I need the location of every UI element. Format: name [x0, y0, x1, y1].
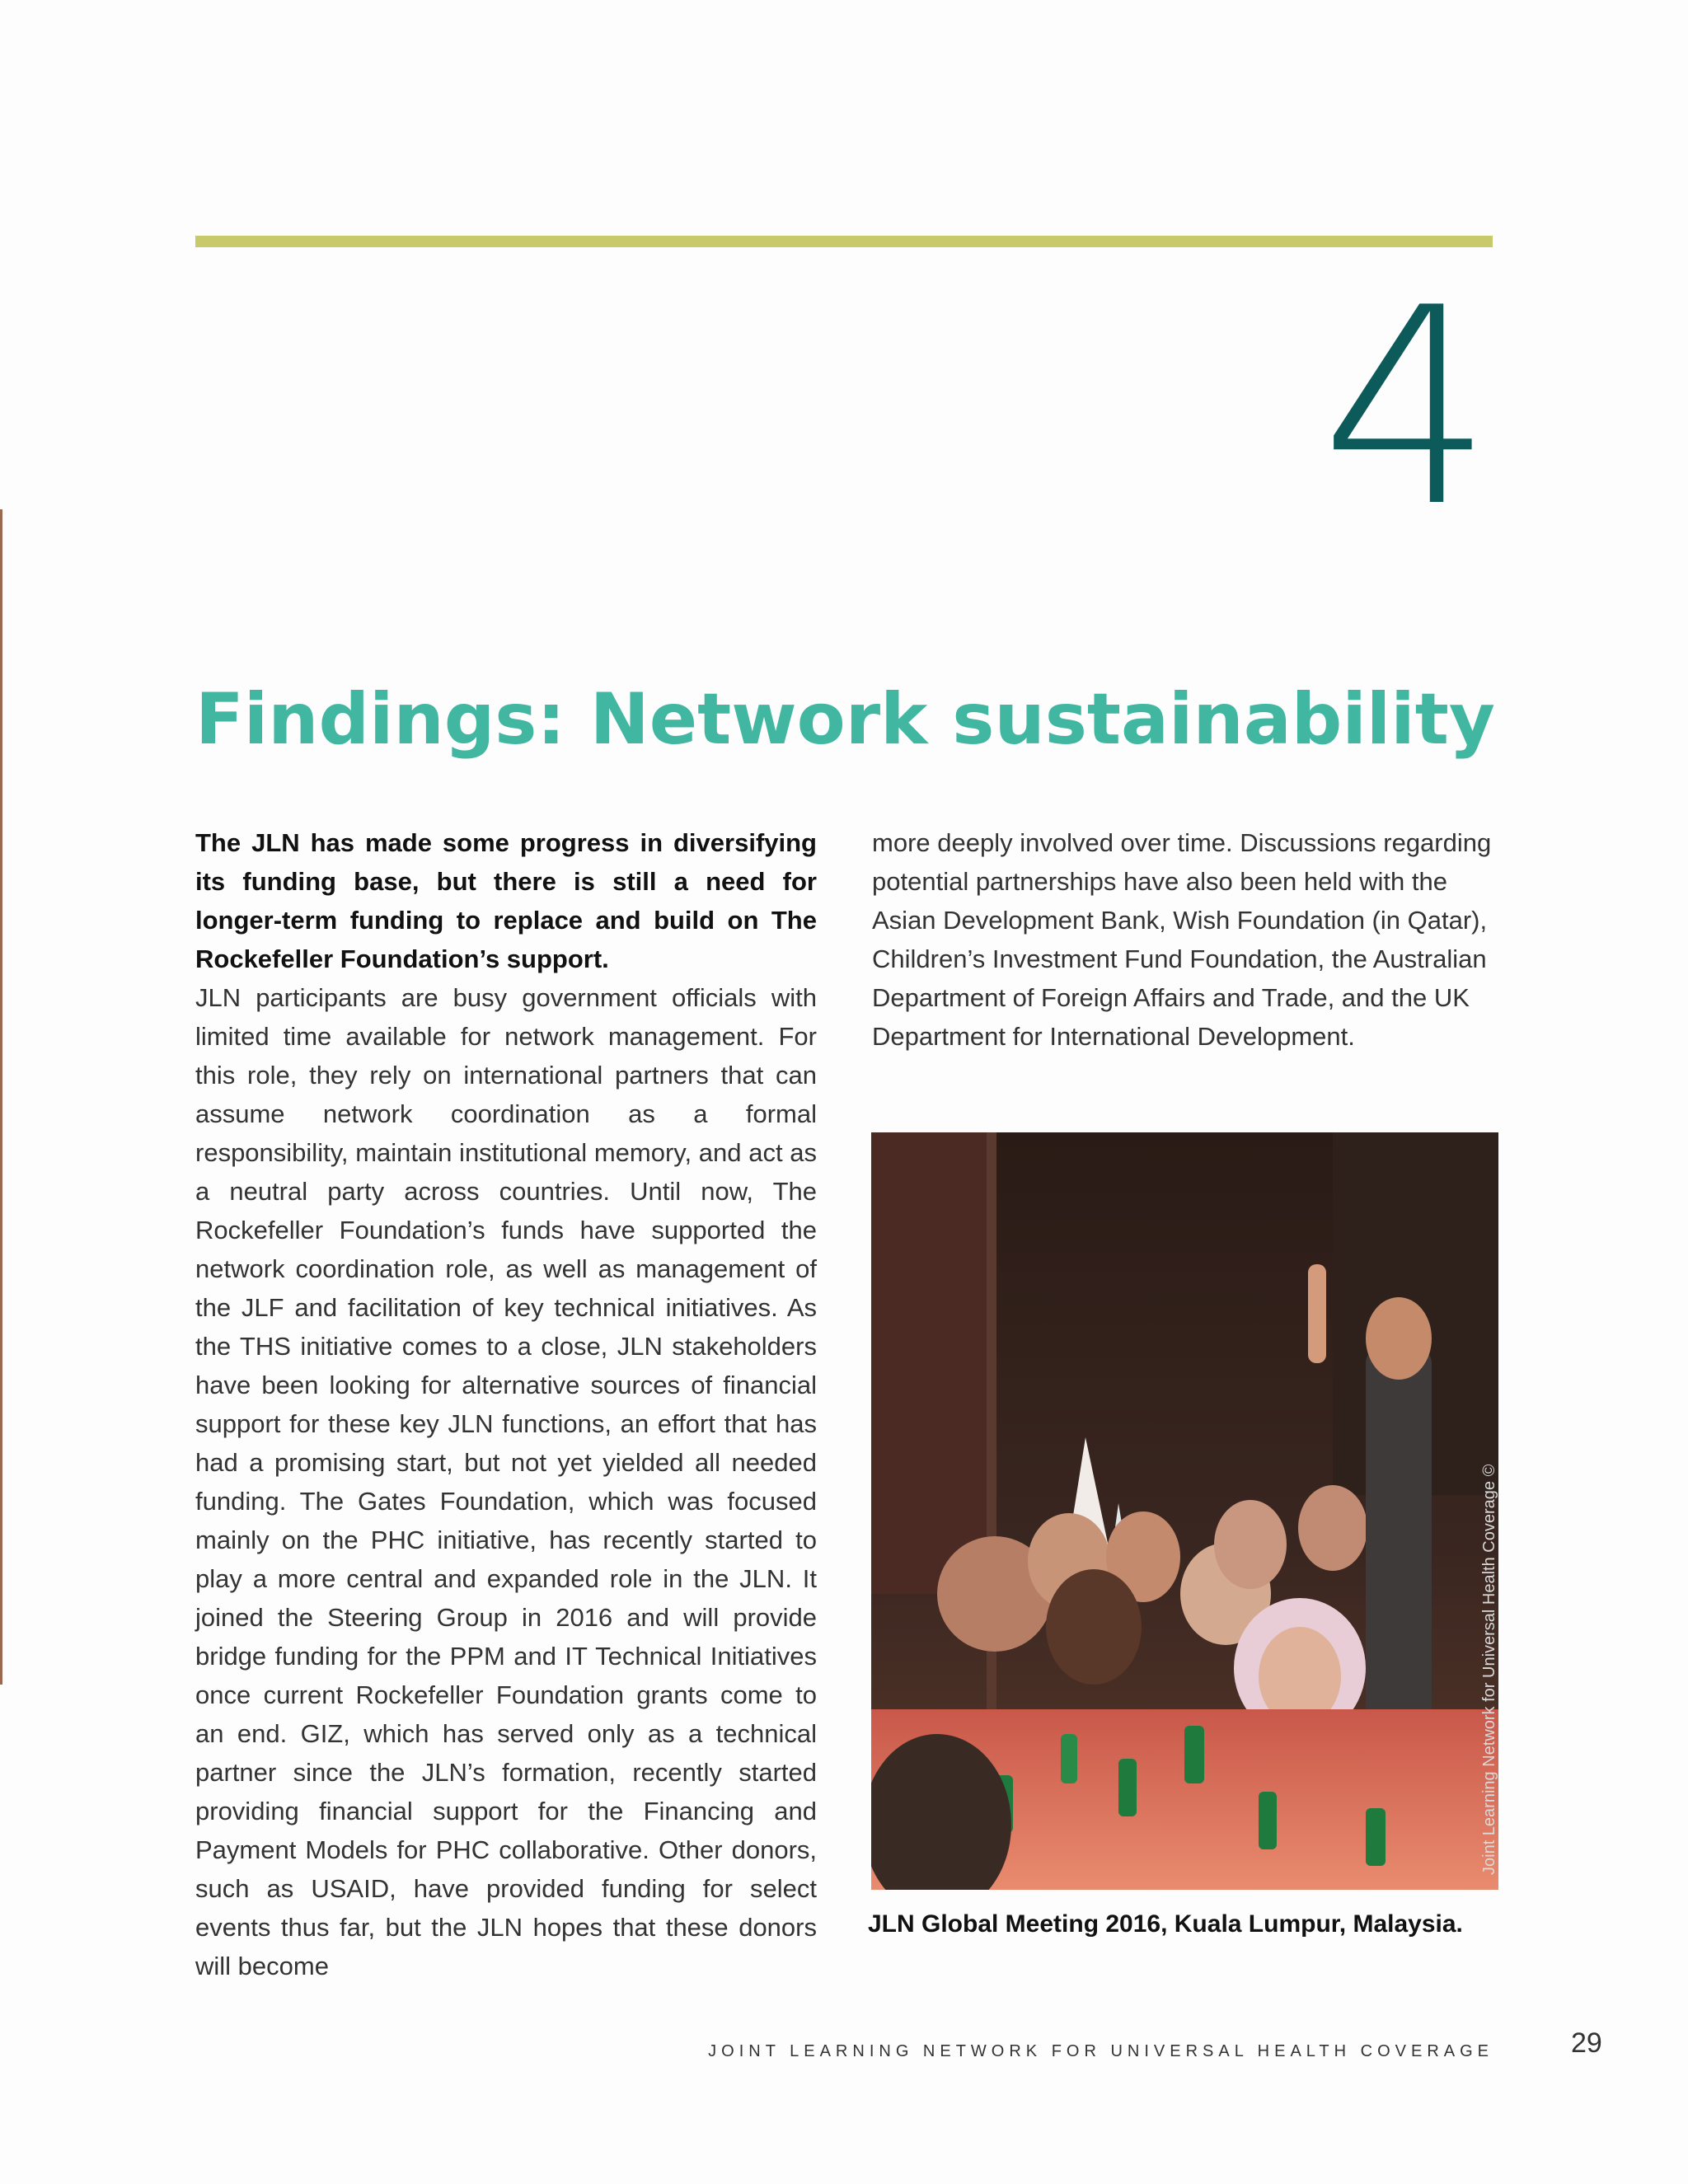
photo-credit: Joint Learning Network for Universal Health Coverage © — [1480, 1464, 1498, 1875]
meeting-photo — [871, 1132, 1498, 1890]
meeting-photo-illustration — [871, 1132, 1498, 1890]
chapter-number: 4 — [1320, 250, 1493, 566]
page-number: 29 — [1571, 2027, 1602, 2059]
body-paragraph-right: more deeply involved over time. Discussions regarding potential partnerships have also been held with the Asian Development Bank, Wish Foundation (in Qatar), Children’s Investment Fund Foundation, the Australian Department of Foreign Affairs and Trade, and the UK Department for International Development. — [872, 828, 1492, 1051]
right-column — [872, 823, 1493, 1056]
photo-caption: JLN Global Meeting 2016, Kuala Lumpur, Malaysia. — [868, 1910, 1463, 1938]
left-column — [195, 823, 817, 1985]
body-paragraph-left: JLN participants are busy government officials with limited time available for network management. For this role, they rely on international partners that can assume network coordination as a formal responsibility, maintain institutional memory, and act as a neutral party across countries. Until now, The Rockefeller Foundation’s funds have supported the network coordination role, as well as management of the JLF and facilitation of key technical initiatives. As the THS initiative comes to a close, JLN stakeholders have been looking for alternative sources of financial support for these key JLN functions, an effort that has had a promising start, but not yet yielded all needed funding. The Gates Foundation, which was focused mainly on the PHC initiative, has recently started to play a more central and expanded role in the JLN. It joined the Steering Group in 2016 and will provide bridge funding for the PPM and IT Technical Initiatives once current Rockefeller Foundation grants come to an end. GIZ, which has served only as a technical partner since the JLN’s formation, recently started providing financial support for the Financing and Payment Models for PHC collaborative. Other donors, such as USAID, have provided funding for select events thus far, but the JLN hopes that these donors will become — [195, 983, 817, 1980]
lede-paragraph: The JLN has made some progress in diversifying its funding base, but there is still a need for longer-term funding to replace and build on The Rockefeller Foundation’s support. — [195, 828, 817, 973]
page-edge-mark — [0, 509, 2, 1685]
chapter-rule — [195, 236, 1493, 247]
page-title: Findings: Network sustainability — [195, 678, 1495, 761]
footer-publication: JOINT LEARNING NETWORK FOR UNIVERSAL HEALTH COVERAGE — [708, 2042, 1493, 2060]
